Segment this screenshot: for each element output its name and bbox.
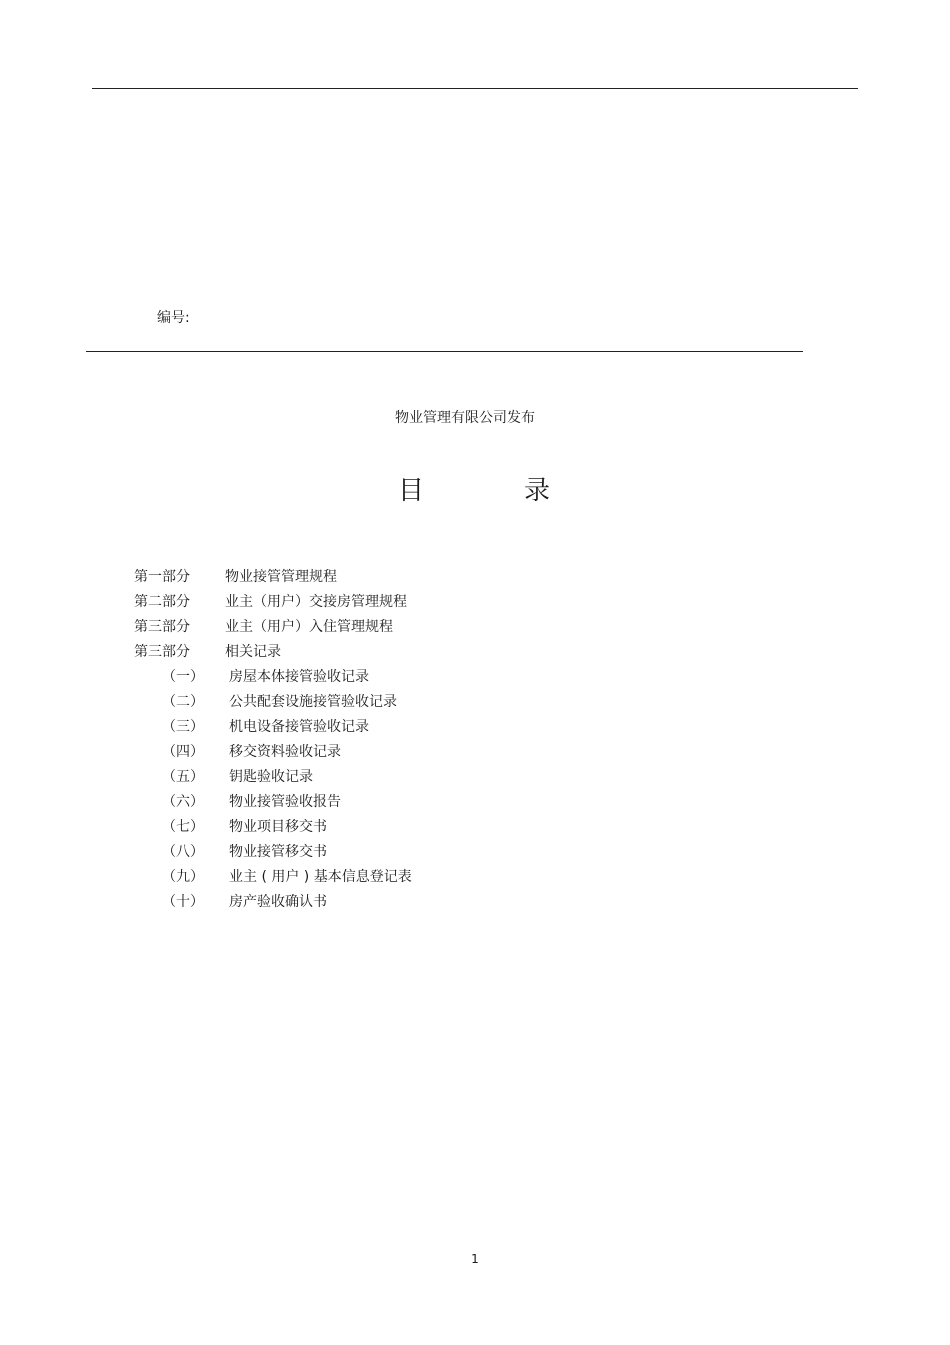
top-rule [92, 88, 858, 89]
toc-record-row [0, 666, 950, 691]
toc-record-number: （三） [162, 719, 204, 735]
toc-part-title: 业主（用户）交接房管理规程 [225, 594, 407, 610]
toc-part-number: 第二部分 [134, 594, 190, 610]
toc-part-number: 第三部分 [134, 644, 190, 660]
toc-part-title: 业主（用户）入住管理规程 [225, 619, 393, 635]
table-of-contents [0, 566, 950, 916]
toc-record-row [0, 841, 950, 866]
toc-record-row [0, 866, 950, 891]
middle-rule [86, 351, 803, 352]
toc-record-title: 钥匙验收记录 [229, 769, 313, 785]
toc-record-number: （一） [162, 669, 204, 685]
toc-part-row [0, 616, 950, 641]
toc-title-first-char: 目 [398, 476, 425, 506]
toc-record-row [0, 766, 950, 791]
toc-record-number: （九） [162, 869, 204, 885]
toc-part-row [0, 566, 950, 591]
toc-record-row [0, 741, 950, 766]
toc-part-number: 第一部分 [134, 569, 190, 585]
toc-record-number: （八） [162, 844, 204, 860]
publisher-line: 物业管理有限公司发布 [395, 410, 535, 426]
toc-record-title: 房屋本体接管验收记录 [229, 669, 369, 685]
toc-record-row [0, 891, 950, 916]
toc-record-title: 公共配套设施接管验收记录 [229, 694, 397, 710]
toc-part-number: 第三部分 [134, 619, 190, 635]
toc-record-title: 移交资料验收记录 [229, 744, 341, 760]
toc-record-number: （十） [162, 894, 204, 910]
toc-record-title: 业主 ( 用户 ) 基本信息登记表 [229, 869, 412, 885]
toc-part-title: 相关记录 [225, 644, 281, 660]
toc-record-row [0, 816, 950, 841]
toc-record-title: 机电设备接管验收记录 [229, 719, 369, 735]
toc-record-number: （七） [162, 819, 204, 835]
toc-record-title: 物业接管移交书 [229, 844, 327, 860]
toc-record-row [0, 691, 950, 716]
toc-record-row [0, 716, 950, 741]
toc-record-title: 房产验收确认书 [229, 894, 327, 910]
doc-number-label: 编号: [157, 310, 190, 326]
toc-record-number: （六） [162, 794, 204, 810]
page-number: 1 [471, 1252, 479, 1266]
toc-part-row [0, 591, 950, 616]
toc-record-title: 物业项目移交书 [229, 819, 327, 835]
toc-record-row [0, 791, 950, 816]
toc-part-title: 物业接管管理规程 [225, 569, 337, 585]
toc-record-number: （二） [162, 694, 204, 710]
toc-title-second-char: 录 [524, 476, 551, 506]
toc-record-number: （四） [162, 744, 204, 760]
toc-part-row [0, 641, 950, 666]
toc-record-number: （五） [162, 769, 204, 785]
toc-record-title: 物业接管验收报告 [229, 794, 341, 810]
